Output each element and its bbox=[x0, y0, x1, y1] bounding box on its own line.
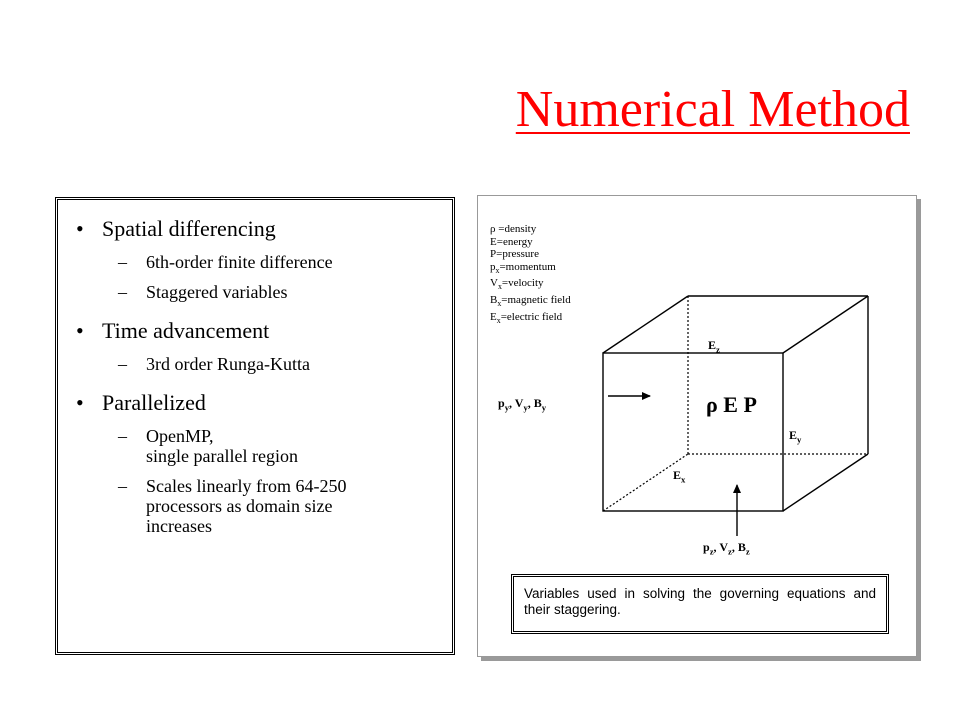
bullet-text: Spatial differencing bbox=[102, 216, 276, 241]
legend-item: $B_x=magnetic$ field bbox=[490, 293, 571, 309]
bullet-item bbox=[76, 390, 446, 416]
legend-item: ρ =density bbox=[490, 223, 537, 235]
sub-bullet-text: 6th-order finite difference bbox=[146, 252, 333, 272]
bullet-text: Parallelized bbox=[102, 390, 206, 415]
legend-item: $V_x=velocity$ bbox=[490, 277, 544, 292]
slide-title: Numerical Method bbox=[515, 81, 910, 138]
legend-item: E=energy bbox=[490, 235, 533, 248]
sub-bullet-item bbox=[118, 354, 446, 374]
sub-bullet-item bbox=[118, 476, 446, 536]
ex-label: $E_x$ bbox=[673, 468, 686, 485]
sub-bullet-text: 3rd order Runga-Kutta bbox=[146, 354, 310, 374]
dash-icon: – bbox=[118, 252, 127, 272]
sub-bullet-text: Scales linearly from 64-250 processors as domain size increases bbox=[146, 476, 347, 536]
bullet-list bbox=[76, 212, 446, 536]
dash-icon: – bbox=[118, 282, 127, 302]
bullet-icon: • bbox=[76, 390, 84, 415]
bottom-arrow-label: $p_z$, $V_z$, $B_z$ bbox=[703, 540, 750, 557]
staggered-grid-figure bbox=[477, 195, 917, 657]
bullet-icon: • bbox=[76, 216, 84, 241]
cube-front-face bbox=[603, 353, 783, 511]
cube-top-left-edge bbox=[603, 296, 688, 353]
bullet-item bbox=[76, 318, 446, 344]
cube-top-right-edge bbox=[783, 296, 868, 353]
left-arrow-label: $p_y$, $V_y$, $B_y$ bbox=[498, 396, 547, 413]
sub-bullet-item bbox=[118, 252, 446, 272]
figure-caption: Variables used in solving the governing equations and their staggering. bbox=[511, 574, 889, 634]
legend-item: $E_x=electric$ field bbox=[490, 310, 563, 325]
bullet-text: Time advancement bbox=[102, 318, 270, 343]
dash-icon: – bbox=[118, 476, 127, 496]
center-label: ρ E P bbox=[706, 392, 757, 417]
bullet-item bbox=[76, 216, 446, 242]
sub-bullet-text: Staggered variables bbox=[146, 282, 288, 302]
sub-bullet-item bbox=[118, 426, 446, 466]
dash-icon: – bbox=[118, 354, 127, 374]
dash-icon: – bbox=[118, 426, 127, 446]
legend-item: P=pressure bbox=[490, 248, 539, 260]
ey-label: $E_y$ bbox=[789, 428, 802, 445]
cube-bottom-right-edge bbox=[783, 454, 868, 511]
bullet-box bbox=[55, 197, 455, 655]
bullet-icon: • bbox=[76, 318, 84, 343]
legend-item: $p_x=momentum$ bbox=[490, 260, 556, 275]
variable-legend bbox=[490, 223, 571, 327]
ez-label: $E_z$ bbox=[708, 338, 720, 355]
sub-bullet-text: OpenMP, single parallel region bbox=[146, 426, 298, 466]
sub-bullet-item bbox=[118, 282, 446, 302]
